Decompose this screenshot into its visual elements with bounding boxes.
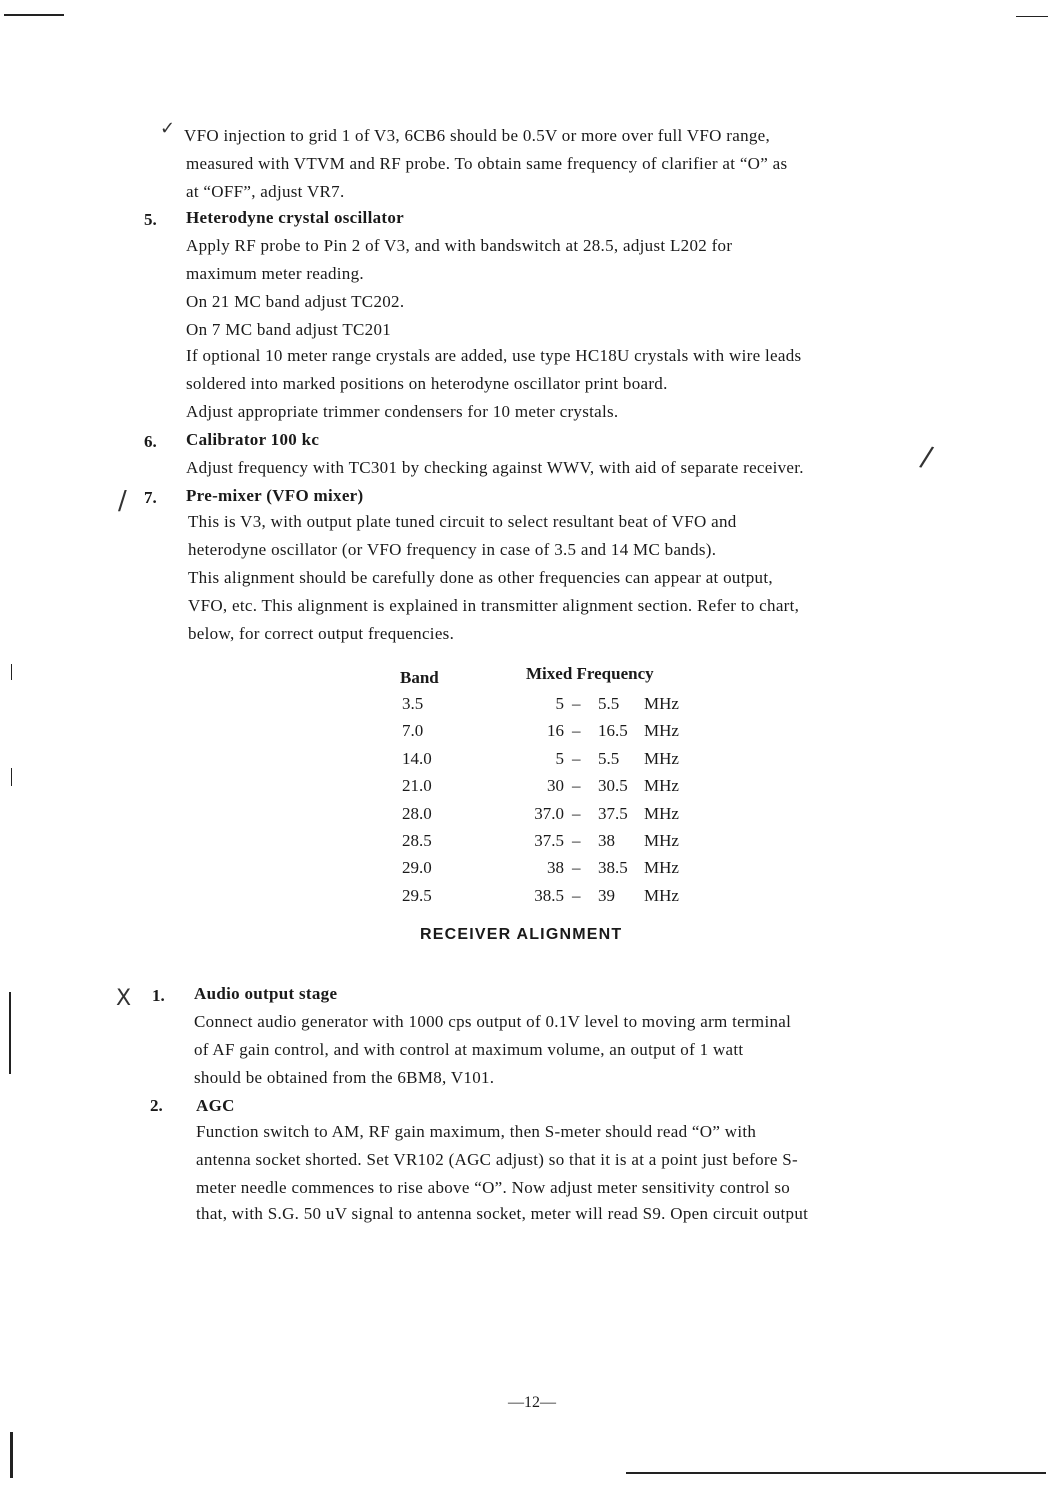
section-title: Audio output stage [194,984,338,1003]
table-cell-from: 37.5 [534,831,564,850]
table-cell-unit: MHz [644,804,679,823]
table-cell-unit: MHz [644,858,679,877]
table-cell-to: 38 [598,831,615,850]
section-line: This alignment should be carefully done as other frequencies can appear at output, [188,568,773,587]
section-line: meter needle commences to rise above “O”. Now adjust meter sensitivity control so [196,1178,791,1197]
table-cell-unit: MHz [644,721,679,740]
table-cell-unit: MHz [644,749,679,768]
table-cell-to: 5.5 [598,694,620,713]
table-cell-to: 5.5 [598,749,620,768]
table-cell-to: 30.5 [598,776,628,795]
table-cell-unit: MHz [644,831,679,850]
table-cell-unit: MHz [644,886,679,905]
bottom-right-rule [626,1472,1046,1474]
table-cell-band: 3.5 [402,694,424,713]
section-number: 1. [152,986,165,1005]
check-mark-icon: ✓ [160,118,176,139]
table-cell-to: 16.5 [598,721,628,740]
section-title: Calibrator 100 kc [186,430,320,449]
table-cell-band: 28.0 [402,804,432,823]
table-cell-unit: MHz [644,776,679,795]
section-number: 6. [144,432,157,451]
section-line: VFO, etc. This alignment is explained in transmitter alignment section. Refer to chart, [188,596,800,615]
section-number: 2. [150,1096,163,1115]
table-cell-band: 14.0 [402,749,432,768]
cross-mark-icon: X [116,986,132,1011]
table-cell-unit: MHz [644,694,679,713]
page-number: —12— [508,1394,556,1411]
table-header-frequency: Mixed Frequency [526,664,654,683]
table-cell-dash: – [572,886,581,905]
section-number: 5. [144,210,157,229]
section-line: If optional 10 meter range crystals are added, use type HC18U crystals with wire leads [186,346,802,365]
section-line: below, for correct output frequencies. [188,624,455,643]
table-cell-from: 38.5 [534,886,564,905]
table-cell-band: 28.5 [402,831,432,850]
section-line: maximum meter reading. [186,264,364,283]
section-line: On 21 MC band adjust TC202. [186,292,405,311]
section-line: Connect audio generator with 1000 cps output of 0.1V level to moving arm terminal [194,1012,792,1031]
table-cell-from: 37.0 [534,804,564,823]
intro-line: VFO injection to grid 1 of V3, 6CB6 should be 0.5V or more over full VFO range, [184,126,771,145]
section-line: This is V3, with output plate tuned circuit to select resultant beat of VFO and [188,512,737,531]
left-margin-bar [9,992,11,1074]
top-right-rule [1016,16,1048,17]
table-cell-to: 38.5 [598,858,628,877]
table-cell-band: 29.5 [402,886,432,905]
left-margin-tick-1 [11,664,12,680]
table-cell-to: 37.5 [598,804,628,823]
section-line: Adjust frequency with TC301 by checking against WWV, with aid of separate receiver. [186,458,804,477]
section-line: Function switch to AM, RF gain maximum, then S-meter should read “O” with [196,1122,757,1141]
table-cell-dash: – [572,776,581,795]
table-cell-dash: – [572,694,581,713]
top-left-rule [4,14,64,16]
section-line: Apply RF probe to Pin 2 of V3, and with bandswitch at 28.5, adjust L202 for [186,236,733,255]
left-margin-tick-2 [11,768,12,786]
table-cell-band: 21.0 [402,776,432,795]
slash-mark-icon: / [118,486,127,516]
table-cell-dash: – [572,749,581,768]
table-cell-to: 39 [598,886,615,905]
section-line: antenna socket shorted. Set VR102 (AGC adjust) so that it is at a point just before S- [196,1150,798,1169]
table-cell-dash: – [572,831,581,850]
section-line: should be obtained from the 6BM8, V101. [194,1068,495,1087]
bottom-left-bracket [10,1432,13,1478]
table-cell-from: 38 [547,858,564,877]
section-line: soldered into marked positions on heterodyne oscillator print board. [186,374,668,393]
slash-mark-icon: / [917,439,936,474]
intro-line: at “OFF”, adjust VR7. [186,182,345,201]
table-cell-dash: – [572,858,581,877]
table-cell-dash: – [572,721,581,740]
table-cell-dash: – [572,804,581,823]
table-cell-band: 7.0 [402,721,424,740]
table-cell-from: 5 [555,694,564,713]
section-title: Heterodyne crystal oscillator [186,208,404,227]
section-line: heterodyne oscillator (or VFO frequency in case of 3.5 and 14 MC bands). [188,540,717,559]
table-cell-band: 29.0 [402,858,432,877]
section-number: 7. [144,488,157,507]
table-cell-from: 5 [555,749,564,768]
section-line: that, with S.G. 50 uV signal to antenna socket, meter will read S9. Open circuit output [196,1204,809,1223]
section-title: AGC [196,1096,235,1115]
section-line: On 7 MC band adjust TC201 [186,320,392,339]
table-cell-from: 30 [547,776,564,795]
table-header-band: Band [400,668,439,687]
section-line: Adjust appropriate trimmer condensers for 10 meter crystals. [186,402,619,421]
section-line: of AF gain control, and with control at maximum volume, an output of 1 watt [194,1040,744,1059]
receiver-alignment-heading: RECEIVER ALIGNMENT [420,926,623,943]
section-title: Pre-mixer (VFO mixer) [186,486,364,505]
intro-line: measured with VTVM and RF probe. To obtain same frequency of clarifier at “O” as [186,154,788,173]
table-cell-from: 16 [547,721,564,740]
